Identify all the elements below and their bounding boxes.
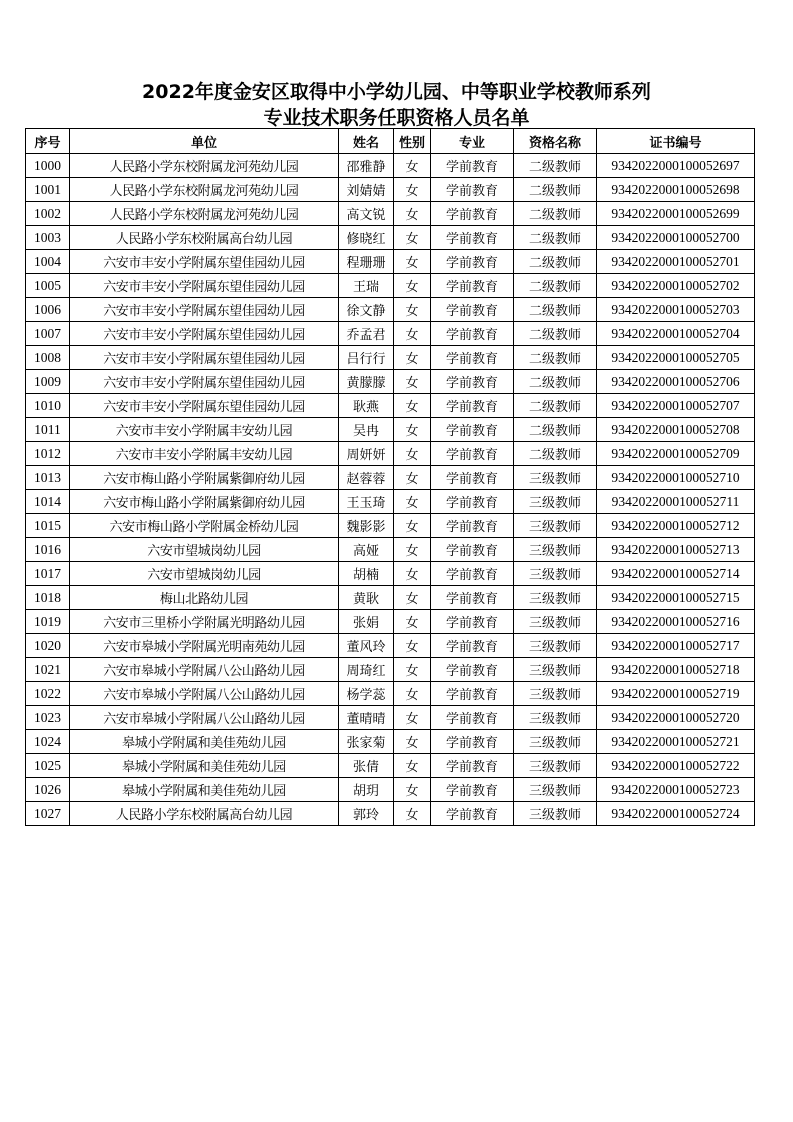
cell-qualification: 三级教师 [514, 634, 597, 658]
table-row [26, 466, 755, 490]
cell-name: 乔孟君 [339, 322, 394, 346]
cell-gender: 女 [394, 706, 431, 730]
cell-no: 1016 [26, 538, 70, 562]
cell-qualification: 三级教师 [514, 514, 597, 538]
cell-qualification: 二级教师 [514, 154, 597, 178]
cell-major: 学前教育 [431, 202, 514, 226]
cell-cert: 9342022000100052722 [597, 754, 755, 778]
cell-gender: 女 [394, 346, 431, 370]
cell-qualification: 三级教师 [514, 802, 597, 826]
cell-cert: 9342022000100052714 [597, 562, 755, 586]
cell-name: 修晓红 [339, 226, 394, 250]
cell-gender: 女 [394, 178, 431, 202]
header-gender: 性别 [394, 129, 431, 154]
table-row [26, 274, 755, 298]
document-title-line2: 专业技术职务任职资格人员名单 [263, 107, 530, 129]
table-row [26, 754, 755, 778]
cell-gender: 女 [394, 418, 431, 442]
cell-no: 1021 [26, 658, 70, 682]
cell-cert: 9342022000100052697 [597, 154, 755, 178]
cell-unit: 六安市皋城小学附属光明南苑幼儿园 [70, 634, 339, 658]
cell-cert: 9342022000100052720 [597, 706, 755, 730]
cell-unit: 六安市丰安小学附属东望佳园幼儿园 [70, 370, 339, 394]
cell-no: 1008 [26, 346, 70, 370]
cell-cert: 9342022000100052723 [597, 778, 755, 802]
cell-unit: 人民路小学东校附属龙河苑幼儿园 [70, 178, 339, 202]
cell-qualification: 二级教师 [514, 370, 597, 394]
cell-no: 1018 [26, 586, 70, 610]
cell-unit: 六安市丰安小学附属东望佳园幼儿园 [70, 322, 339, 346]
cell-qualification: 二级教师 [514, 178, 597, 202]
header-unit: 单位 [70, 129, 339, 154]
cell-qualification: 三级教师 [514, 490, 597, 514]
cell-name: 周妍妍 [339, 442, 394, 466]
cell-unit: 六安市丰安小学附属东望佳园幼儿园 [70, 298, 339, 322]
cell-major: 学前教育 [431, 466, 514, 490]
cell-cert: 9342022000100052704 [597, 322, 755, 346]
cell-no: 1027 [26, 802, 70, 826]
header-major: 专业 [431, 129, 514, 154]
cell-major: 学前教育 [431, 562, 514, 586]
cell-major: 学前教育 [431, 490, 514, 514]
table-header-row [26, 129, 755, 154]
cell-major: 学前教育 [431, 370, 514, 394]
cell-qualification: 三级教师 [514, 754, 597, 778]
table-row [26, 706, 755, 730]
cell-cert: 9342022000100052703 [597, 298, 755, 322]
cell-major: 学前教育 [431, 682, 514, 706]
cell-no: 1024 [26, 730, 70, 754]
cell-gender: 女 [394, 370, 431, 394]
cell-cert: 9342022000100052717 [597, 634, 755, 658]
cell-name: 郭玲 [339, 802, 394, 826]
cell-no: 1007 [26, 322, 70, 346]
cell-major: 学前教育 [431, 754, 514, 778]
cell-gender: 女 [394, 586, 431, 610]
cell-cert: 9342022000100052715 [597, 586, 755, 610]
cell-unit: 六安市望城岗幼儿园 [70, 538, 339, 562]
cell-major: 学前教育 [431, 394, 514, 418]
cell-name: 董风玲 [339, 634, 394, 658]
cell-gender: 女 [394, 466, 431, 490]
cell-unit: 六安市皋城小学附属八公山路幼儿园 [70, 658, 339, 682]
cell-major: 学前教育 [431, 514, 514, 538]
cell-cert: 9342022000100052700 [597, 226, 755, 250]
cell-gender: 女 [394, 226, 431, 250]
cell-name: 邵雅静 [339, 154, 394, 178]
cell-major: 学前教育 [431, 778, 514, 802]
table-row [26, 154, 755, 178]
cell-qualification: 二级教师 [514, 442, 597, 466]
cell-gender: 女 [394, 802, 431, 826]
cell-no: 1003 [26, 226, 70, 250]
cell-gender: 女 [394, 562, 431, 586]
cell-cert: 9342022000100052718 [597, 658, 755, 682]
table-row [26, 562, 755, 586]
cell-cert: 9342022000100052709 [597, 442, 755, 466]
cell-qualification: 二级教师 [514, 418, 597, 442]
cell-cert: 9342022000100052702 [597, 274, 755, 298]
cell-unit: 六安市丰安小学附属东望佳园幼儿园 [70, 394, 339, 418]
cell-no: 1000 [26, 154, 70, 178]
cell-unit: 六安市梅山路小学附属金桥幼儿园 [70, 514, 339, 538]
cell-unit: 六安市丰安小学附属丰安幼儿园 [70, 418, 339, 442]
cell-no: 1011 [26, 418, 70, 442]
cell-gender: 女 [394, 658, 431, 682]
cell-qualification: 二级教师 [514, 298, 597, 322]
cell-gender: 女 [394, 634, 431, 658]
cell-gender: 女 [394, 322, 431, 346]
table-row [26, 514, 755, 538]
cell-unit: 六安市丰安小学附属东望佳园幼儿园 [70, 250, 339, 274]
cell-no: 1020 [26, 634, 70, 658]
cell-no: 1014 [26, 490, 70, 514]
table-row [26, 202, 755, 226]
table-row [26, 178, 755, 202]
table-row [26, 682, 755, 706]
cell-unit: 人民路小学东校附属龙河苑幼儿园 [70, 154, 339, 178]
cell-name: 程珊珊 [339, 250, 394, 274]
cell-no: 1010 [26, 394, 70, 418]
cell-cert: 9342022000100052705 [597, 346, 755, 370]
cell-major: 学前教育 [431, 538, 514, 562]
cell-cert: 9342022000100052707 [597, 394, 755, 418]
cell-unit: 六安市三里桥小学附属光明路幼儿园 [70, 610, 339, 634]
cell-qualification: 二级教师 [514, 322, 597, 346]
table-row [26, 250, 755, 274]
cell-gender: 女 [394, 202, 431, 226]
cell-gender: 女 [394, 514, 431, 538]
cell-cert: 9342022000100052721 [597, 730, 755, 754]
cell-major: 学前教育 [431, 154, 514, 178]
cell-qualification: 三级教师 [514, 466, 597, 490]
cell-unit: 梅山北路幼儿园 [70, 586, 339, 610]
cell-gender: 女 [394, 682, 431, 706]
cell-no: 1023 [26, 706, 70, 730]
table-row [26, 490, 755, 514]
cell-name: 董晴晴 [339, 706, 394, 730]
cell-cert: 9342022000100052708 [597, 418, 755, 442]
cell-qualification: 三级教师 [514, 610, 597, 634]
cell-major: 学前教育 [431, 322, 514, 346]
header-qualification: 资格名称 [514, 129, 597, 154]
cell-qualification: 二级教师 [514, 250, 597, 274]
cell-unit: 六安市梅山路小学附属紫御府幼儿园 [70, 490, 339, 514]
cell-qualification: 三级教师 [514, 658, 597, 682]
cell-name: 周琦红 [339, 658, 394, 682]
cell-name: 黄朦朦 [339, 370, 394, 394]
table-row [26, 370, 755, 394]
cell-unit: 六安市皋城小学附属八公山路幼儿园 [70, 706, 339, 730]
cell-name: 高文锐 [339, 202, 394, 226]
cell-major: 学前教育 [431, 730, 514, 754]
cell-name: 耿燕 [339, 394, 394, 418]
cell-cert: 9342022000100052701 [597, 250, 755, 274]
cell-cert: 9342022000100052712 [597, 514, 755, 538]
cell-qualification: 三级教师 [514, 730, 597, 754]
cell-gender: 女 [394, 274, 431, 298]
cell-major: 学前教育 [431, 250, 514, 274]
header-cert: 证书编号 [597, 129, 755, 154]
cell-qualification: 三级教师 [514, 778, 597, 802]
cell-unit: 六安市望城岗幼儿园 [70, 562, 339, 586]
table-row [26, 658, 755, 682]
cell-cert: 9342022000100052719 [597, 682, 755, 706]
cell-no: 1002 [26, 202, 70, 226]
cell-name: 魏影影 [339, 514, 394, 538]
cell-name: 王玉琦 [339, 490, 394, 514]
cell-major: 学前教育 [431, 178, 514, 202]
cell-gender: 女 [394, 610, 431, 634]
cell-cert: 9342022000100052713 [597, 538, 755, 562]
cell-gender: 女 [394, 394, 431, 418]
cell-major: 学前教育 [431, 418, 514, 442]
cell-cert: 9342022000100052711 [597, 490, 755, 514]
cell-name: 高娅 [339, 538, 394, 562]
cell-unit: 人民路小学东校附属高台幼儿园 [70, 802, 339, 826]
cell-cert: 9342022000100052698 [597, 178, 755, 202]
cell-major: 学前教育 [431, 274, 514, 298]
cell-name: 赵蓉蓉 [339, 466, 394, 490]
cell-name: 张倩 [339, 754, 394, 778]
table-row [26, 418, 755, 442]
cell-name: 张娟 [339, 610, 394, 634]
cell-qualification: 三级教师 [514, 562, 597, 586]
cell-gender: 女 [394, 730, 431, 754]
table-row [26, 298, 755, 322]
cell-name: 胡楠 [339, 562, 394, 586]
cell-name: 胡玥 [339, 778, 394, 802]
table-row [26, 778, 755, 802]
cell-major: 学前教育 [431, 298, 514, 322]
cell-name: 吕行行 [339, 346, 394, 370]
roster-table [25, 128, 755, 826]
cell-unit: 皋城小学附属和美佳苑幼儿园 [70, 754, 339, 778]
cell-gender: 女 [394, 778, 431, 802]
cell-unit: 皋城小学附属和美佳苑幼儿园 [70, 730, 339, 754]
table-row [26, 346, 755, 370]
cell-gender: 女 [394, 442, 431, 466]
cell-no: 1001 [26, 178, 70, 202]
cell-cert: 9342022000100052716 [597, 610, 755, 634]
cell-unit: 六安市皋城小学附属八公山路幼儿园 [70, 682, 339, 706]
cell-major: 学前教育 [431, 586, 514, 610]
cell-major: 学前教育 [431, 442, 514, 466]
cell-qualification: 三级教师 [514, 538, 597, 562]
cell-cert: 9342022000100052724 [597, 802, 755, 826]
cell-no: 1012 [26, 442, 70, 466]
header-name: 姓名 [339, 129, 394, 154]
cell-qualification: 二级教师 [514, 274, 597, 298]
cell-unit: 皋城小学附属和美佳苑幼儿园 [70, 778, 339, 802]
cell-cert: 9342022000100052710 [597, 466, 755, 490]
cell-name: 杨学蕊 [339, 682, 394, 706]
header-no: 序号 [26, 129, 70, 154]
cell-unit: 六安市丰安小学附属东望佳园幼儿园 [70, 274, 339, 298]
cell-major: 学前教育 [431, 634, 514, 658]
cell-major: 学前教育 [431, 346, 514, 370]
cell-major: 学前教育 [431, 658, 514, 682]
cell-gender: 女 [394, 154, 431, 178]
cell-no: 1006 [26, 298, 70, 322]
cell-gender: 女 [394, 538, 431, 562]
cell-gender: 女 [394, 298, 431, 322]
cell-unit: 六安市丰安小学附属丰安幼儿园 [70, 442, 339, 466]
cell-qualification: 二级教师 [514, 394, 597, 418]
cell-no: 1004 [26, 250, 70, 274]
cell-qualification: 三级教师 [514, 586, 597, 610]
cell-major: 学前教育 [431, 802, 514, 826]
cell-gender: 女 [394, 490, 431, 514]
cell-major: 学前教育 [431, 226, 514, 250]
cell-qualification: 二级教师 [514, 226, 597, 250]
cell-no: 1022 [26, 682, 70, 706]
cell-name: 张家菊 [339, 730, 394, 754]
cell-cert: 9342022000100052706 [597, 370, 755, 394]
cell-major: 学前教育 [431, 610, 514, 634]
table-row [26, 610, 755, 634]
table-row [26, 538, 755, 562]
cell-no: 1026 [26, 778, 70, 802]
table-row [26, 730, 755, 754]
cell-unit: 六安市丰安小学附属东望佳园幼儿园 [70, 346, 339, 370]
cell-no: 1015 [26, 514, 70, 538]
cell-name: 吴冉 [339, 418, 394, 442]
cell-name: 王瑞 [339, 274, 394, 298]
table-row [26, 634, 755, 658]
cell-qualification: 二级教师 [514, 346, 597, 370]
table-row [26, 394, 755, 418]
cell-unit: 人民路小学东校附属龙河苑幼儿园 [70, 202, 339, 226]
cell-no: 1019 [26, 610, 70, 634]
cell-qualification: 三级教师 [514, 706, 597, 730]
cell-qualification: 二级教师 [514, 202, 597, 226]
cell-no: 1009 [26, 370, 70, 394]
cell-no: 1005 [26, 274, 70, 298]
cell-unit: 六安市梅山路小学附属紫御府幼儿园 [70, 466, 339, 490]
cell-name: 徐文静 [339, 298, 394, 322]
cell-cert: 9342022000100052699 [597, 202, 755, 226]
cell-unit: 人民路小学东校附属高台幼儿园 [70, 226, 339, 250]
cell-gender: 女 [394, 250, 431, 274]
document-title-line1: 2022年度金安区取得中小学幼儿园、中等职业学校教师系列 [142, 81, 651, 103]
table-row [26, 586, 755, 610]
cell-qualification: 三级教师 [514, 682, 597, 706]
cell-no: 1025 [26, 754, 70, 778]
cell-no: 1013 [26, 466, 70, 490]
cell-name: 黄耿 [339, 586, 394, 610]
cell-name: 刘婧婧 [339, 178, 394, 202]
table-row [26, 442, 755, 466]
table-row [26, 802, 755, 826]
cell-gender: 女 [394, 754, 431, 778]
cell-no: 1017 [26, 562, 70, 586]
cell-major: 学前教育 [431, 706, 514, 730]
table-row [26, 226, 755, 250]
table-row [26, 322, 755, 346]
